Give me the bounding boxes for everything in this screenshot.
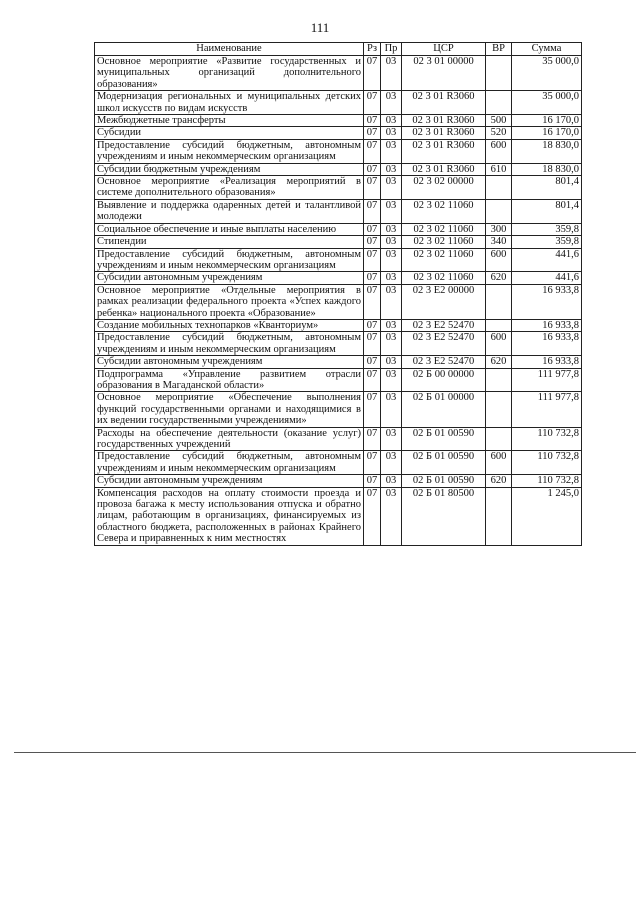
row-name: Подпрограмма «Управление развитием отрасли образования в Магаданской области»	[95, 368, 364, 392]
table-row	[95, 427, 582, 451]
row-pr: 03	[381, 272, 402, 284]
row-pr: 03	[381, 392, 402, 427]
row-pr: 03	[381, 248, 402, 272]
row-csr: 02 3 01 R3060	[402, 115, 486, 127]
row-name: Субсидии автономным учреждениям	[95, 272, 364, 284]
row-rz: 07	[364, 427, 381, 451]
row-name: Компенсация расходов на оплату стоимости проезда и провоза багажа к месту использования отпуска и обратно лицам, работающим в организациях, финансируемых из областного бюджета, расположенных в районах Крайнего Севера и приравненных к ним местностях	[95, 487, 364, 545]
budget-table	[94, 42, 582, 546]
row-sum: 110 732,8	[512, 475, 582, 487]
row-rz: 07	[364, 356, 381, 368]
row-rz: 07	[364, 451, 381, 475]
row-pr: 03	[381, 56, 402, 91]
row-csr: 02 Б 00 00000	[402, 368, 486, 392]
row-name: Предоставление субсидий бюджетным, автономным учреждениям и иным некоммерческим организациям	[95, 451, 364, 475]
row-vr: 600	[486, 332, 512, 356]
row-csr: 02 3 01 R3060	[402, 163, 486, 175]
row-pr: 03	[381, 176, 402, 200]
table-row	[95, 487, 582, 545]
row-vr: 600	[486, 248, 512, 272]
row-rz: 07	[364, 392, 381, 427]
row-name: Межбюджетные трансферты	[95, 115, 364, 127]
row-name: Субсидии бюджетным учреждениям	[95, 163, 364, 175]
row-sum: 801,4	[512, 199, 582, 223]
row-csr: 02 3 02 11060	[402, 272, 486, 284]
row-rz: 07	[364, 139, 381, 163]
row-pr: 03	[381, 91, 402, 115]
row-pr: 03	[381, 199, 402, 223]
row-sum: 16 933,8	[512, 319, 582, 331]
table-row	[95, 284, 582, 319]
row-vr: 620	[486, 356, 512, 368]
row-csr: 02 3 01 R3060	[402, 127, 486, 139]
table-body	[95, 56, 582, 546]
row-pr: 03	[381, 284, 402, 319]
table-row	[95, 332, 582, 356]
row-sum: 110 732,8	[512, 451, 582, 475]
row-csr: 02 3 02 00000	[402, 176, 486, 200]
row-name: Предоставление субсидий бюджетным, автономным учреждениям и иным некоммерческим организациям	[95, 139, 364, 163]
page-number: 111	[310, 20, 330, 35]
row-sum: 16 933,8	[512, 332, 582, 356]
row-name: Предоставление субсидий бюджетным, автономным учреждениям и иным некоммерческим организациям	[95, 332, 364, 356]
row-vr	[486, 176, 512, 200]
row-vr	[486, 368, 512, 392]
row-pr: 03	[381, 127, 402, 139]
row-name: Социальное обеспечение и иные выплаты населению	[95, 223, 364, 235]
row-rz: 07	[364, 176, 381, 200]
row-sum: 1 245,0	[512, 487, 582, 545]
row-pr: 03	[381, 475, 402, 487]
row-pr: 03	[381, 487, 402, 545]
row-sum: 18 830,0	[512, 139, 582, 163]
row-pr: 03	[381, 319, 402, 331]
row-rz: 07	[364, 487, 381, 545]
row-vr	[486, 487, 512, 545]
row-name: Основное мероприятие «Отдельные мероприятия в рамках реализации федерального проекта «Успех каждого ребенка» национального проекта «Образование»	[95, 284, 364, 319]
row-name: Основное мероприятие «Реализация мероприятий в системе дополнительного образования»	[95, 176, 364, 200]
row-csr: 02 Б 01 80500	[402, 487, 486, 545]
row-sum: 441,6	[512, 272, 582, 284]
table-row	[95, 56, 582, 91]
row-csr: 02 Б 01 00590	[402, 451, 486, 475]
row-sum: 35 000,0	[512, 56, 582, 91]
row-pr: 03	[381, 236, 402, 248]
row-pr: 03	[381, 115, 402, 127]
table-row	[95, 475, 582, 487]
row-sum: 111 977,8	[512, 368, 582, 392]
header-sum: Сумма	[512, 43, 582, 56]
row-csr: 02 3 02 11060	[402, 223, 486, 235]
row-pr: 03	[381, 139, 402, 163]
row-name: Субсидии автономным учреждениям	[95, 356, 364, 368]
row-sum: 359,8	[512, 236, 582, 248]
table-row	[95, 91, 582, 115]
row-vr	[486, 319, 512, 331]
row-vr	[486, 284, 512, 319]
row-name: Субсидии	[95, 127, 364, 139]
row-rz: 07	[364, 284, 381, 319]
row-rz: 07	[364, 127, 381, 139]
row-vr: 620	[486, 475, 512, 487]
row-sum: 16 933,8	[512, 284, 582, 319]
row-vr	[486, 199, 512, 223]
row-sum: 801,4	[512, 176, 582, 200]
bottom-divider	[14, 752, 636, 753]
row-name: Стипендии	[95, 236, 364, 248]
table-row	[95, 199, 582, 223]
table-row	[95, 223, 582, 235]
row-csr: 02 3 E2 52470	[402, 332, 486, 356]
table-row	[95, 392, 582, 427]
row-csr: 02 3 01 R3060	[402, 139, 486, 163]
row-csr: 02 3 02 11060	[402, 248, 486, 272]
table-row	[95, 272, 582, 284]
table-row	[95, 248, 582, 272]
row-name: Основное мероприятие «Развитие государственных и муниципальных организаций дополнительного образования»	[95, 56, 364, 91]
row-sum: 111 977,8	[512, 392, 582, 427]
table-row	[95, 176, 582, 200]
row-rz: 07	[364, 236, 381, 248]
row-sum: 16 170,0	[512, 115, 582, 127]
row-csr: 02 3 E2 52470	[402, 319, 486, 331]
row-name: Модернизация региональных и муниципальных детских школ искусств по видам искусств	[95, 91, 364, 115]
row-rz: 07	[364, 223, 381, 235]
row-rz: 07	[364, 163, 381, 175]
header-csr: ЦСР	[402, 43, 486, 56]
row-csr: 02 3 E2 00000	[402, 284, 486, 319]
header-vr: ВР	[486, 43, 512, 56]
row-name: Предоставление субсидий бюджетным, автономным учреждениям и иным некоммерческим организациям	[95, 248, 364, 272]
table-row	[95, 451, 582, 475]
row-csr: 02 3 01 R3060	[402, 91, 486, 115]
row-pr: 03	[381, 356, 402, 368]
row-sum: 16 933,8	[512, 356, 582, 368]
row-sum: 18 830,0	[512, 163, 582, 175]
header-name: Наименование	[95, 43, 364, 56]
row-sum: 16 170,0	[512, 127, 582, 139]
table-row	[95, 115, 582, 127]
row-sum: 441,6	[512, 248, 582, 272]
row-vr: 300	[486, 223, 512, 235]
header-rz: Рз	[364, 43, 381, 56]
row-vr	[486, 427, 512, 451]
table-row	[95, 163, 582, 175]
row-csr: 02 3 01 00000	[402, 56, 486, 91]
row-rz: 07	[364, 199, 381, 223]
table-row	[95, 356, 582, 368]
row-vr: 600	[486, 451, 512, 475]
row-rz: 07	[364, 248, 381, 272]
row-name: Основное мероприятие «Обеспечение выполнения функций государственными органами и находящимися в их ведении государственными учреждениями»	[95, 392, 364, 427]
row-vr	[486, 56, 512, 91]
row-vr	[486, 91, 512, 115]
row-pr: 03	[381, 332, 402, 356]
row-csr: 02 3 E2 52470	[402, 356, 486, 368]
row-vr: 500	[486, 115, 512, 127]
row-csr: 02 Б 01 00000	[402, 392, 486, 427]
header-pr: Пр	[381, 43, 402, 56]
table-row	[95, 368, 582, 392]
row-vr: 340	[486, 236, 512, 248]
row-name: Создание мобильных технопарков «Кванториум»	[95, 319, 364, 331]
row-vr	[486, 392, 512, 427]
row-csr: 02 3 02 11060	[402, 236, 486, 248]
table-row	[95, 236, 582, 248]
row-rz: 07	[364, 56, 381, 91]
row-pr: 03	[381, 368, 402, 392]
row-csr: 02 Б 01 00590	[402, 427, 486, 451]
row-pr: 03	[381, 427, 402, 451]
row-sum: 359,8	[512, 223, 582, 235]
row-name: Выявление и поддержка одаренных детей и талантливой молодежи	[95, 199, 364, 223]
row-vr: 610	[486, 163, 512, 175]
table-row	[95, 319, 582, 331]
row-vr: 600	[486, 139, 512, 163]
row-rz: 07	[364, 319, 381, 331]
row-vr: 520	[486, 127, 512, 139]
row-csr: 02 Б 01 00590	[402, 475, 486, 487]
row-vr: 620	[486, 272, 512, 284]
row-name: Субсидии автономным учреждениям	[95, 475, 364, 487]
row-rz: 07	[364, 115, 381, 127]
row-rz: 07	[364, 475, 381, 487]
row-rz: 07	[364, 272, 381, 284]
row-pr: 03	[381, 163, 402, 175]
row-rz: 07	[364, 368, 381, 392]
row-sum: 35 000,0	[512, 91, 582, 115]
table-row	[95, 139, 582, 163]
row-sum: 110 732,8	[512, 427, 582, 451]
row-rz: 07	[364, 91, 381, 115]
row-rz: 07	[364, 332, 381, 356]
table-row	[95, 127, 582, 139]
row-name: Расходы на обеспечение деятельности (оказание услуг) государственных учреждений	[95, 427, 364, 451]
table-header-row	[95, 43, 582, 56]
row-pr: 03	[381, 451, 402, 475]
row-csr: 02 3 02 11060	[402, 199, 486, 223]
row-pr: 03	[381, 223, 402, 235]
